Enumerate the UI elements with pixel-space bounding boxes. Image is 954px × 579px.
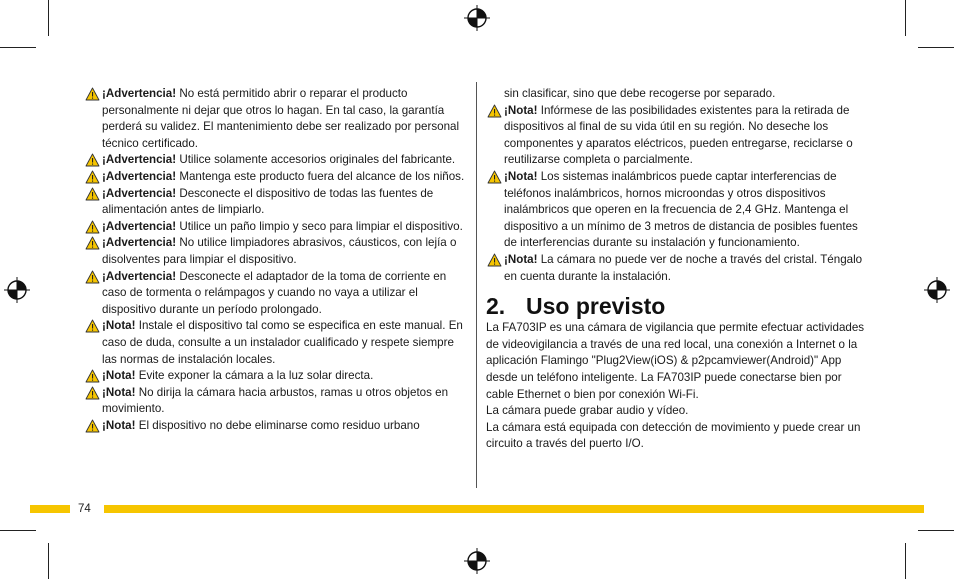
note-text: La cámara no puede ver de noche a través del cristal. Téngalo en cuenta durante la instalación.: [504, 252, 863, 283]
warning-icon: [85, 187, 100, 201]
warning-text: Desconecte el dispositivo de todas las fuentes de alimentación antes de limpiarlo.: [102, 186, 434, 217]
crop-mark: [905, 543, 906, 579]
registration-mark-icon: [464, 548, 490, 574]
warning-label: ¡Advertencia!: [102, 269, 177, 283]
warning-item: [84, 169, 470, 186]
crop-mark: [918, 530, 954, 531]
warning-icon: [85, 270, 100, 284]
warning-icon: [85, 319, 100, 333]
warning-icon: [487, 170, 502, 184]
warning-icon: [487, 104, 502, 118]
section-number: 2.: [486, 293, 506, 320]
warning-label: ¡Advertencia!: [102, 236, 177, 250]
warning-icon: [85, 369, 100, 383]
note-label: ¡Nota!: [102, 385, 136, 399]
warning-icon: [85, 153, 100, 167]
note-item: [84, 385, 470, 418]
paragraph: La FA703IP es una cámara de vigilancia que permite efectuar actividades de videovigilancia a través de una red local, una conexión a Internet o la aplicación Flamingo "Plug2View(iOS) & p2pcamviewer(Android)" App desde un teléfono inteligente. La FA703IP puede conectarse bien por cable Ethernet o bien por conexión Wi-Fi.: [486, 321, 865, 401]
section-heading: [486, 292, 866, 320]
warning-label: ¡Advertencia!: [102, 219, 177, 233]
warning-item: [84, 152, 470, 169]
warning-text: Utilice un paño limpio y seco para limpiar el dispositivo.: [176, 219, 463, 233]
registration-mark-icon: [4, 277, 30, 303]
warning-text: No está permitido abrir o reparar el producto personalmente ni dejar que otros lo hagan. En tal caso, la garantía perderá su validez. El mantenimiento debe ser realizado por personal técnico certificado.: [102, 87, 460, 150]
note-label: ¡Nota!: [102, 369, 136, 383]
note-continuation: sin clasificar, sino que debe recogerse por separado.: [504, 87, 776, 100]
warning-item: [84, 219, 470, 236]
warning-icon: [85, 170, 100, 184]
warning-item: [84, 86, 470, 152]
note-text: El dispositivo no debe eliminarse como residuo urbano: [135, 418, 420, 432]
registration-mark-icon: [924, 277, 950, 303]
warning-icon: [85, 87, 100, 101]
note-label: ¡Nota!: [504, 103, 538, 117]
paragraph: La cámara puede grabar audio y vídeo.: [486, 404, 689, 418]
crop-mark: [0, 530, 36, 531]
note-item: [486, 252, 866, 285]
crop-mark: [48, 0, 49, 36]
left-column: [84, 86, 470, 434]
warning-text: Mantenga este producto fuera del alcance de los niños.: [176, 169, 465, 183]
warning-item: [84, 235, 470, 268]
column-divider: [476, 82, 477, 488]
crop-mark: [905, 0, 906, 36]
note-item: [84, 318, 470, 368]
warning-label: ¡Advertencia!: [102, 169, 177, 183]
note-item: [84, 368, 470, 385]
paragraph: La cámara está equipada con detección de movimiento y puede crear un circuito a través del puerto I/O.: [486, 420, 861, 451]
warning-text: Utilice solamente accesorios originales del fabricante.: [176, 153, 456, 167]
note-text: Los sistemas inalámbricos puede captar interferencias de teléfonos inalámbricos, hornos microondas y otros dispositivos inalámbricos que operen en la frecuencia de 2,4 GHz. Mantenga el dispositivo a un mínimo de 3 metros de distancia de posibles fuentes de interferencias durante su instalación y funcionamiento.: [504, 169, 858, 250]
note-item: [486, 169, 866, 252]
warning-icon: [85, 386, 100, 400]
crop-mark: [0, 47, 36, 48]
crop-mark: [48, 543, 49, 579]
warning-label: ¡Advertencia!: [102, 87, 177, 100]
note-text: Evite exponer la cámara a la luz solar directa.: [135, 369, 374, 383]
section-title: Uso previsto: [526, 293, 666, 320]
warning-icon: [487, 253, 502, 267]
note-label: ¡Nota!: [102, 418, 136, 432]
crop-mark: [918, 47, 954, 48]
note-text: Instale el dispositivo tal como se especifica en este manual. En caso de duda, consulte a un instalador cualificado y respete siempre las normas de instalación locales.: [102, 319, 463, 366]
note-text: Infórmese de las posibilidades existentes para la retirada de dispositivos al final de su vida útil en su región. No deseche los componentes y aparatos eléctricos, pueden entregarse, reciclarse o reutilizarse completa o parcialmente.: [504, 103, 853, 167]
page-number: 74: [78, 503, 91, 515]
footer-bar-right: [104, 505, 924, 513]
warning-icon: [85, 419, 100, 433]
note-label: ¡Nota!: [102, 319, 136, 333]
warning-label: ¡Advertencia!: [102, 153, 177, 167]
note-item: [486, 103, 866, 169]
note-text: No dirija la cámara hacia arbustos, ramas u otros objetos en movimiento.: [102, 385, 449, 416]
warning-item: [84, 269, 470, 319]
warning-icon: [85, 220, 100, 234]
footer-bar-left: [30, 505, 70, 513]
warning-text: No utilice limpiadores abrasivos, cáusticos, con lejía o disolventes para limpiar el dispositivo.: [102, 236, 457, 266]
note-label: ¡Nota!: [504, 169, 538, 183]
warning-icon: [85, 236, 100, 250]
registration-mark-icon: [464, 5, 490, 31]
note-item: [84, 418, 470, 435]
warning-item: [84, 186, 470, 219]
right-column: [486, 86, 866, 453]
warning-label: ¡Advertencia!: [102, 186, 177, 200]
note-label: ¡Nota!: [504, 252, 538, 266]
warning-text: Desconecte el adaptador de la toma de corriente en caso de tormenta o relámpagos y cuando no vaya a utilizar el dispositivo durante un período prolongado.: [102, 269, 447, 316]
